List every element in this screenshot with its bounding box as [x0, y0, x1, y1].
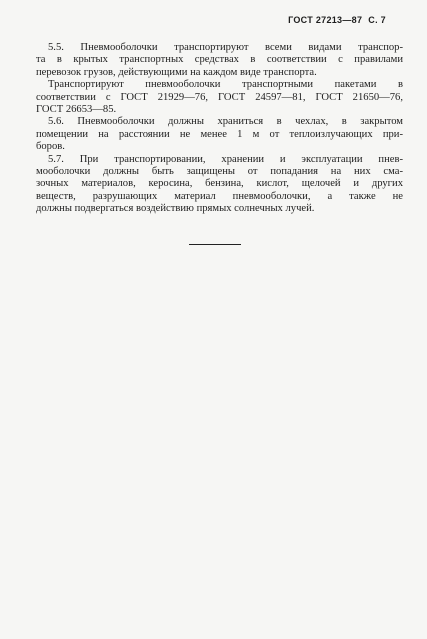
paragraph-5-7-line: зочных материалов, керосина, бензина, кислот, щелочей и других — [36, 178, 403, 190]
paragraph-5-6-line: помещении на расстоянии не менее 1 м от теплоизлучающих при- — [36, 128, 403, 140]
document-body — [36, 42, 403, 216]
paragraph-5-5-line: перевозок грузов, действующими на каждом виде транспорта. — [36, 66, 317, 78]
paragraph-5-7-line: 5.7. При транспортировании, хранении и эксплуатации пнев- — [48, 153, 403, 165]
paragraph-5-5-line: ГОСТ 26653—85. — [36, 104, 117, 116]
page-header — [288, 15, 386, 25]
paragraph-5-6-line: 5.6. Пневмооболочки должны храниться в чехлах, в закрытом — [48, 116, 403, 128]
page-number: С. 7 — [368, 15, 386, 25]
paragraph-5-5-line: та в крытых транспортных средствах в соответствии с правилами — [36, 54, 403, 66]
paragraph-5-5-line: соответствии с ГОСТ 21929—76, ГОСТ 24597—81, ГОСТ 21650—76, — [36, 91, 403, 103]
paragraph-5-7-line: должны подвергаться воздействию прямых солнечных лучей. — [36, 203, 315, 215]
paragraph-5-5-line: Транспортируют пневмооболочки транспортными пакетами в — [48, 79, 403, 91]
paragraph-5-7-line: веществ, разрушающих материал пневмооболочки, а также не — [36, 190, 403, 202]
paragraph-5-6-line: боров. — [36, 141, 65, 153]
end-of-section-rule — [189, 244, 241, 245]
paragraph-5-7-line: мооболочки должны быть защищены от попадания на них сма- — [36, 166, 403, 178]
standard-number: ГОСТ 27213—87 — [288, 15, 363, 25]
paragraph-5-5-line: 5.5. Пневмооболочки транспортируют всеми видами транспор- — [48, 42, 403, 53]
